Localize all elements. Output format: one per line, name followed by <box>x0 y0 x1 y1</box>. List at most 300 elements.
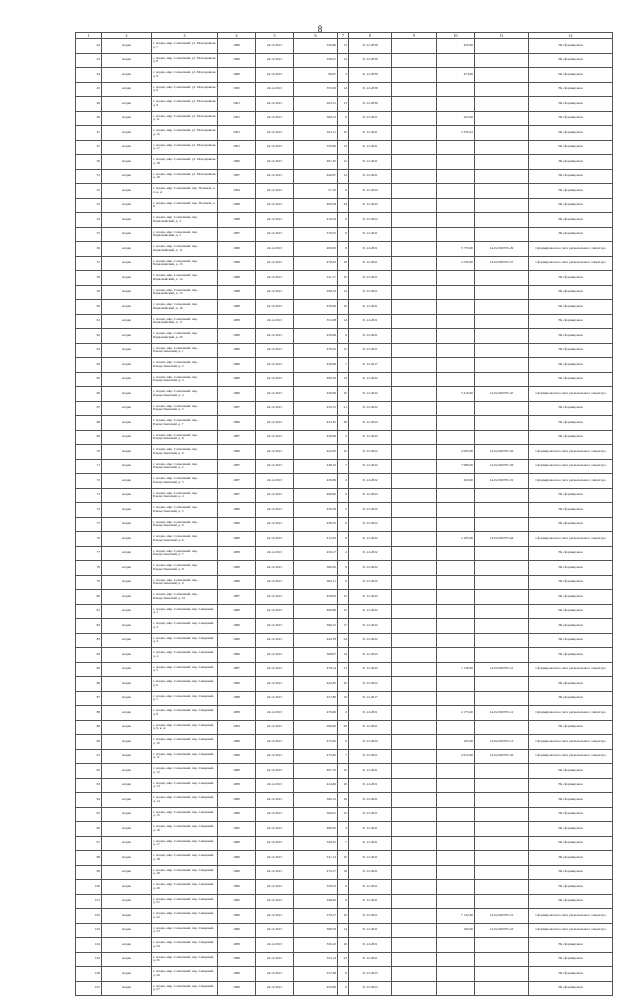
cell-date: 24.12.2015 <box>256 430 294 445</box>
cell-account-number <box>475 561 529 576</box>
cell-address: г. Алдан, мкр. Солнечный, пер. Северный, д. 27 <box>152 981 218 996</box>
cell-address: г. Алдан, мкр. Солнечный, пер. Рождественский, д. 9 <box>152 445 218 460</box>
cell-area: 99,97 <box>294 68 338 83</box>
cell-deadline: 31.12.2022 <box>349 503 392 518</box>
cell-amount <box>437 416 475 431</box>
cell-amount: 474,00 <box>437 68 475 83</box>
cell-count: 5 <box>338 503 349 518</box>
cell-row-number: 104 <box>76 938 102 953</box>
cell-build-year: 1991 <box>218 97 256 112</box>
cell-area: 349,25 <box>294 836 338 851</box>
cell-address: г. Алдан, мкр. Солнечный, пер. Северный, д. 8 <box>152 706 218 721</box>
cell-address: г. Алдан, мкр. Солнечный, пер. Первомайский, д. 11 <box>152 242 218 257</box>
cell-build-year: 1994 <box>218 184 256 199</box>
cell-date: 24.12.2015 <box>256 532 294 547</box>
table-row <box>76 256 613 271</box>
table-row <box>76 532 613 547</box>
cell-account-number <box>475 546 529 561</box>
cell-date: 24.12.2015 <box>256 227 294 242</box>
cell-area: 436,69 <box>294 474 338 489</box>
cell-deadline: 31.12.2039 <box>349 82 392 97</box>
cell-status: Сформирован на счете регионального оператора <box>529 474 613 489</box>
cell-locality: Алдан <box>102 227 152 242</box>
cell-build-year: 1986 <box>218 343 256 358</box>
cell-date: 24.12.2015 <box>256 619 294 634</box>
cell-locality: Алдан <box>102 198 152 213</box>
cell-deadline: 31.12.2022 <box>349 517 392 532</box>
cell-status: Не сформирован <box>529 227 613 242</box>
cell-date: 24.12.2015 <box>256 256 294 271</box>
cell-row-number: 97 <box>76 836 102 851</box>
cell-row-number: 46 <box>76 111 102 126</box>
cell-amount: 165,00 <box>437 735 475 750</box>
cell-locality: Алдан <box>102 546 152 561</box>
cell-deadline: 31.12.2022 <box>349 561 392 576</box>
cell-account-number <box>475 590 529 605</box>
table-row <box>76 633 613 648</box>
cell-amount <box>437 851 475 866</box>
cell-row-number: 45 <box>76 82 102 97</box>
cell-address: г. Алдан, мкр. Солнечный, пер. Рождественский, д. 7 <box>152 546 218 561</box>
cell-amount <box>437 517 475 532</box>
cell-area: 241,13 <box>294 851 338 866</box>
cell-extra <box>392 82 437 97</box>
cell-amount <box>437 155 475 170</box>
cell-amount <box>437 865 475 880</box>
cell-address: г. Алдан, мкр. Солнечный, ул. Молодежная, д. 18 <box>152 155 218 170</box>
cell-row-number: 92 <box>76 764 102 779</box>
cell-date: 24.12.2015 <box>256 807 294 822</box>
cell-address: г. Алдан, мкр. Солнечный, пер. Северный, д. 1 <box>152 604 218 619</box>
cell-deadline: 31.12.2022 <box>349 416 392 431</box>
cell-date: 24.12.2015 <box>256 401 294 416</box>
cell-count: 16 <box>338 793 349 808</box>
cell-address: г. Алдан, мкр. Солнечный, пер. Рождественский, д. 4 <box>152 488 218 503</box>
cell-address: г. Алдан, мкр. Солнечный, пер. Первомайский, д. 20 <box>152 329 218 344</box>
cell-area: 456,17 <box>294 546 338 561</box>
cell-build-year: 1986 <box>218 445 256 460</box>
cell-amount: 450,00 <box>437 474 475 489</box>
cell-deadline: 31.12.2022 <box>349 619 392 634</box>
cell-locality: Алдан <box>102 372 152 387</box>
cell-deadline: 31.12.2021 <box>349 851 392 866</box>
cell-row-number: 43 <box>76 53 102 68</box>
cell-row-number: 70 <box>76 445 102 460</box>
cell-area: 466,98 <box>294 604 338 619</box>
cell-locality: Алдан <box>102 575 152 590</box>
cell-status: Не сформирован <box>529 300 613 315</box>
cell-extra <box>392 691 437 706</box>
cell-row-number: 99 <box>76 865 102 880</box>
cell-status: Не сформирован <box>529 561 613 576</box>
cell-count: 9 <box>338 532 349 547</box>
cell-count: 6 <box>338 111 349 126</box>
cell-amount: 425,00 <box>437 111 475 126</box>
cell-area: 298,16 <box>294 285 338 300</box>
cell-build-year: 1986 <box>218 909 256 924</box>
cell-date: 24.12.2015 <box>256 590 294 605</box>
column-number: 3 <box>152 33 218 39</box>
cell-extra <box>392 256 437 271</box>
table-row <box>76 938 613 953</box>
cell-account-number <box>475 517 529 532</box>
table-row <box>76 880 613 895</box>
cell-build-year: 1989 <box>218 952 256 967</box>
cell-address: г. Алдан, мкр. Солнечный, пер. Северный, д. 16 <box>152 822 218 837</box>
cell-locality: Алдан <box>102 517 152 532</box>
cell-address: г. Алдан, мкр. Солнечный, пер. Северный, д. 15 <box>152 807 218 822</box>
cell-extra <box>392 546 437 561</box>
cell-date: 24.12.2015 <box>256 155 294 170</box>
cell-extra <box>392 590 437 605</box>
cell-account-number <box>475 213 529 228</box>
cell-status: Не сформирован <box>529 68 613 83</box>
cell-build-year: 1986 <box>218 358 256 373</box>
cell-deadline: 31.12.2021 <box>349 952 392 967</box>
table-row <box>76 923 613 938</box>
cell-locality: Алдан <box>102 807 152 822</box>
cell-extra <box>392 619 437 634</box>
cell-deadline: 31.12.2023 <box>349 967 392 982</box>
cell-amount <box>437 271 475 286</box>
cell-area: 458,70 <box>294 517 338 532</box>
cell-locality: Алдан <box>102 474 152 489</box>
cell-amount: 2 185,00 <box>437 532 475 547</box>
cell-deadline: 31.12.2021 <box>349 778 392 793</box>
cell-account-number <box>475 764 529 779</box>
cell-row-number: 61 <box>76 314 102 329</box>
table-row <box>76 372 613 387</box>
table-row <box>76 445 613 460</box>
cell-date: 24.12.2015 <box>256 981 294 996</box>
cell-row-number: 87 <box>76 691 102 706</box>
cell-count: 22 <box>338 807 349 822</box>
cell-account-number <box>475 343 529 358</box>
cell-row-number: 78 <box>76 561 102 576</box>
cell-status: Не сформирован <box>529 619 613 634</box>
cell-status: Сформирован на счете регионального оператора <box>529 242 613 257</box>
cell-extra <box>392 68 437 83</box>
table-row <box>76 329 613 344</box>
cell-deadline: 31.12.2022 <box>349 677 392 692</box>
cell-extra <box>392 923 437 938</box>
cell-date: 24.12.2015 <box>256 778 294 793</box>
cell-address: г. Алдан, мкр. Солнечный, пер. Рождественский, д. 4 <box>152 387 218 402</box>
cell-area: 412,63 <box>294 532 338 547</box>
cell-account-number <box>475 39 529 54</box>
cell-area: 442,05 <box>294 445 338 460</box>
cell-deadline: 31.12.2021 <box>349 923 392 938</box>
cell-deadline: 31.12.2039 <box>349 39 392 54</box>
column-number: 7 <box>338 33 349 39</box>
column-number: 4 <box>218 33 256 39</box>
cell-locality: Алдан <box>102 358 152 373</box>
cell-count: 28 <box>338 416 349 431</box>
cell-address: г. Алдан, мкр. Солнечный, ул. Молодежная, д. 17 <box>152 140 218 155</box>
cell-build-year: 1986 <box>218 372 256 387</box>
cell-address: г. Алдан, мкр. Солнечный, пер. Рождественский, д. 3 <box>152 372 218 387</box>
cell-amount: 2 175,00 <box>437 706 475 721</box>
cell-row-number: 62 <box>76 329 102 344</box>
cell-build-year: 1987 <box>218 662 256 677</box>
cell-account-number: 14-02-000705-12 <box>475 706 529 721</box>
cell-row-number: 80 <box>76 590 102 605</box>
cell-account-number <box>475 981 529 996</box>
cell-account-number: 14-02-000705-13 <box>475 735 529 750</box>
cell-address: г. Алдан, мкр. Солнечный, пер. Северный, д. 6 <box>152 677 218 692</box>
cell-date: 24.12.2015 <box>256 387 294 402</box>
cell-address: г. Алдан, мкр. Солнечный, пер. Первомайский, д. 13 <box>152 256 218 271</box>
cell-locality: Алдан <box>102 416 152 431</box>
cell-build-year: 1988 <box>218 198 256 213</box>
cell-extra <box>392 648 437 663</box>
cell-account-number <box>475 155 529 170</box>
cell-address: г. Алдан, мкр. Солнечный, ул. Молодежная, д. 11 <box>152 111 218 126</box>
table-row <box>76 807 613 822</box>
cell-amount <box>437 184 475 199</box>
cell-account-number <box>475 967 529 982</box>
cell-area: 476,14 <box>294 662 338 677</box>
cell-count: 10 <box>338 445 349 460</box>
cell-deadline: 31.12.2021 <box>349 126 392 141</box>
cell-date: 24.12.2015 <box>256 474 294 489</box>
cell-locality: Алдан <box>102 343 152 358</box>
cell-locality: Алдан <box>102 140 152 155</box>
cell-status: Сформирован на счете регионального оператора <box>529 923 613 938</box>
cell-build-year: 1986 <box>218 68 256 83</box>
cell-row-number: 64 <box>76 358 102 373</box>
cell-deadline: 31.12.2022 <box>349 488 392 503</box>
cell-extra <box>392 793 437 808</box>
cell-count: 12 <box>338 590 349 605</box>
cell-deadline: 31.12.2021 <box>349 865 392 880</box>
cell-locality: Алдан <box>102 459 152 474</box>
cell-build-year: 1989 <box>218 981 256 996</box>
cell-count: 23 <box>338 952 349 967</box>
cell-deadline: 31.12.2021 <box>349 894 392 909</box>
cell-deadline: 31.12.2021 <box>349 706 392 721</box>
cell-account-number <box>475 111 529 126</box>
cell-amount <box>437 952 475 967</box>
cell-amount: 7 142,00 <box>437 909 475 924</box>
cell-count: 17 <box>338 619 349 634</box>
cell-count: 7 <box>338 836 349 851</box>
cell-count: 14 <box>338 285 349 300</box>
cell-area: 360,12 <box>294 793 338 808</box>
cell-date: 24.12.2015 <box>256 952 294 967</box>
cell-area: 456,06 <box>294 430 338 445</box>
cell-deadline: 31.12.2017 <box>349 358 392 373</box>
cell-address: г. Алдан, мкр. Солнечный, пер. Северный, д. 10 <box>152 735 218 750</box>
cell-amount <box>437 691 475 706</box>
cell-deadline: 31.12.2021 <box>349 807 392 822</box>
cell-count: 9 <box>338 227 349 242</box>
cell-area: 400,00 <box>294 242 338 257</box>
cell-locality: Алдан <box>102 590 152 605</box>
cell-amount <box>437 807 475 822</box>
cell-account-number <box>475 285 529 300</box>
cell-count: 6 <box>338 184 349 199</box>
cell-extra <box>392 387 437 402</box>
cell-address: г. Алдан, мкр. Солнечный, пер. Рождественский, д. 10 <box>152 590 218 605</box>
cell-count: 10 <box>338 778 349 793</box>
cell-amount: 2 330,00 <box>437 256 475 271</box>
cell-amount <box>437 764 475 779</box>
cell-build-year: 1988 <box>218 285 256 300</box>
cell-address: г. Алдан, мкр. Солнечный, пер. Северный, д. 17 <box>152 836 218 851</box>
cell-deadline: 31.12.2022 <box>349 590 392 605</box>
cell-count: 20 <box>338 677 349 692</box>
cell-account-number <box>475 633 529 648</box>
cell-deadline: 31.12.2022 <box>349 546 392 561</box>
cell-status: Не сформирован <box>529 865 613 880</box>
cell-status: Не сформирован <box>529 894 613 909</box>
cell-status: Не сформирован <box>529 880 613 895</box>
cell-count: 14 <box>338 372 349 387</box>
cell-account-number <box>475 720 529 735</box>
cell-amount <box>437 880 475 895</box>
cell-locality: Алдан <box>102 256 152 271</box>
cell-build-year: 1989 <box>218 561 256 576</box>
cell-build-year: 1986 <box>218 677 256 692</box>
cell-locality: Алдан <box>102 532 152 547</box>
cell-build-year: 1989 <box>218 256 256 271</box>
cell-amount <box>437 604 475 619</box>
cell-build-year: 1987 <box>218 459 256 474</box>
cell-amount <box>437 285 475 300</box>
table-row <box>76 416 613 431</box>
table-row <box>76 184 613 199</box>
cell-build-year: 1987 <box>218 430 256 445</box>
cell-area: 57,10 <box>294 184 338 199</box>
cell-area: 456,06 <box>294 387 338 402</box>
cell-row-number: 60 <box>76 300 102 315</box>
cell-count: 4 <box>338 822 349 837</box>
cell-extra <box>392 807 437 822</box>
cell-row-number: 73 <box>76 488 102 503</box>
table-row <box>76 198 613 213</box>
cell-amount <box>437 314 475 329</box>
cell-extra <box>392 111 437 126</box>
cell-row-number: 72 <box>76 474 102 489</box>
cell-deadline: 31.12.2023 <box>349 981 392 996</box>
cell-account-number <box>475 329 529 344</box>
cell-deadline: 31.12.2021 <box>349 227 392 242</box>
cell-build-year: 1987 <box>218 169 256 184</box>
table-row <box>76 720 613 735</box>
cell-build-year: 1989 <box>218 314 256 329</box>
cell-extra <box>392 53 437 68</box>
cell-count: 12 <box>338 155 349 170</box>
cell-account-number <box>475 314 529 329</box>
cell-extra <box>392 198 437 213</box>
cell-date: 24.12.2015 <box>256 213 294 228</box>
cell-amount <box>437 967 475 982</box>
cell-count: 9 <box>338 242 349 257</box>
cell-locality: Алдан <box>102 604 152 619</box>
cell-status: Не сформирован <box>529 517 613 532</box>
cell-build-year: 1990 <box>218 155 256 170</box>
cell-date: 24.12.2015 <box>256 604 294 619</box>
table-row <box>76 561 613 576</box>
cell-row-number: 53 <box>76 198 102 213</box>
cell-status: Не сформирован <box>529 648 613 663</box>
cell-address: г. Алдан, мкр. Солнечный, ул. Молодежная, д. 9 <box>152 68 218 83</box>
cell-status: Не сформирован <box>529 372 613 387</box>
cell-locality: Алдан <box>102 981 152 996</box>
cell-date: 24.12.2015 <box>256 909 294 924</box>
cell-count: 2 <box>338 706 349 721</box>
table-row <box>76 822 613 837</box>
cell-row-number: 106 <box>76 967 102 982</box>
cell-count: 15 <box>338 343 349 358</box>
cell-date: 24.12.2015 <box>256 198 294 213</box>
cell-row-number: 50 <box>76 155 102 170</box>
cell-extra <box>392 459 437 474</box>
cell-address: г. Алдан, мкр. Солнечный, пер. Первомайский, д. 5 <box>152 227 218 242</box>
cell-deadline: 31.12.2021 <box>349 111 392 126</box>
table-row <box>76 517 613 532</box>
cell-row-number: 77 <box>76 546 102 561</box>
cell-deadline: 31.12.2024 <box>349 213 392 228</box>
cell-count: 14 <box>338 923 349 938</box>
cell-address: г. Алдан, мкр. Солнечный, пер. Рождественский, д. 8 <box>152 561 218 576</box>
cell-build-year: 1986 <box>218 865 256 880</box>
cell-row-number: 66 <box>76 387 102 402</box>
table-row <box>76 430 613 445</box>
table-row <box>76 155 613 170</box>
cell-build-year: 1986 <box>218 836 256 851</box>
cell-date: 24.12.2015 <box>256 82 294 97</box>
cell-account-number <box>475 503 529 518</box>
cell-row-number: 68 <box>76 416 102 431</box>
cell-area: 378,17 <box>294 909 338 924</box>
cell-count: 10 <box>338 851 349 866</box>
cell-status: Не сформирован <box>529 213 613 228</box>
cell-area: 456,06 <box>294 358 338 373</box>
cell-count: 9 <box>338 981 349 996</box>
cell-extra <box>392 720 437 735</box>
cell-date: 24.12.2015 <box>256 517 294 532</box>
cell-build-year: 1986 <box>218 532 256 547</box>
cell-account-number <box>475 271 529 286</box>
cell-amount <box>437 561 475 576</box>
cell-build-year: 1991 <box>218 111 256 126</box>
cell-amount <box>437 488 475 503</box>
cell-extra <box>392 416 437 431</box>
column-number: 2 <box>102 33 152 39</box>
cell-address: г. Алдан, мкр. Солнечный, пер. Рождественский, д. 3 <box>152 474 218 489</box>
cell-account-number <box>475 372 529 387</box>
cell-deadline: 31.12.2022 <box>349 445 392 460</box>
cell-address: г. Алдан, мкр. Солнечный, ул. Молодежная, д. 8 <box>152 53 218 68</box>
cell-extra <box>392 677 437 692</box>
cell-build-year: 1989 <box>218 778 256 793</box>
cell-date: 24.12.2015 <box>256 706 294 721</box>
table-row <box>76 126 613 141</box>
page-number: 8 <box>317 24 323 34</box>
cell-address: г. Алдан, мкр. Солнечный, пер. Рождественский, д. 1 <box>152 343 218 358</box>
cell-deadline: 31.12.2022 <box>349 604 392 619</box>
cell-build-year: 1989 <box>218 39 256 54</box>
cell-extra <box>392 532 437 547</box>
cell-status: Сформирован на счете регионального оператора <box>529 445 613 460</box>
cell-deadline: 31.12.2022 <box>349 633 392 648</box>
cell-row-number: 75 <box>76 517 102 532</box>
table-row <box>76 952 613 967</box>
cell-build-year: 1986 <box>218 764 256 779</box>
cell-status: Не сформирован <box>529 981 613 996</box>
